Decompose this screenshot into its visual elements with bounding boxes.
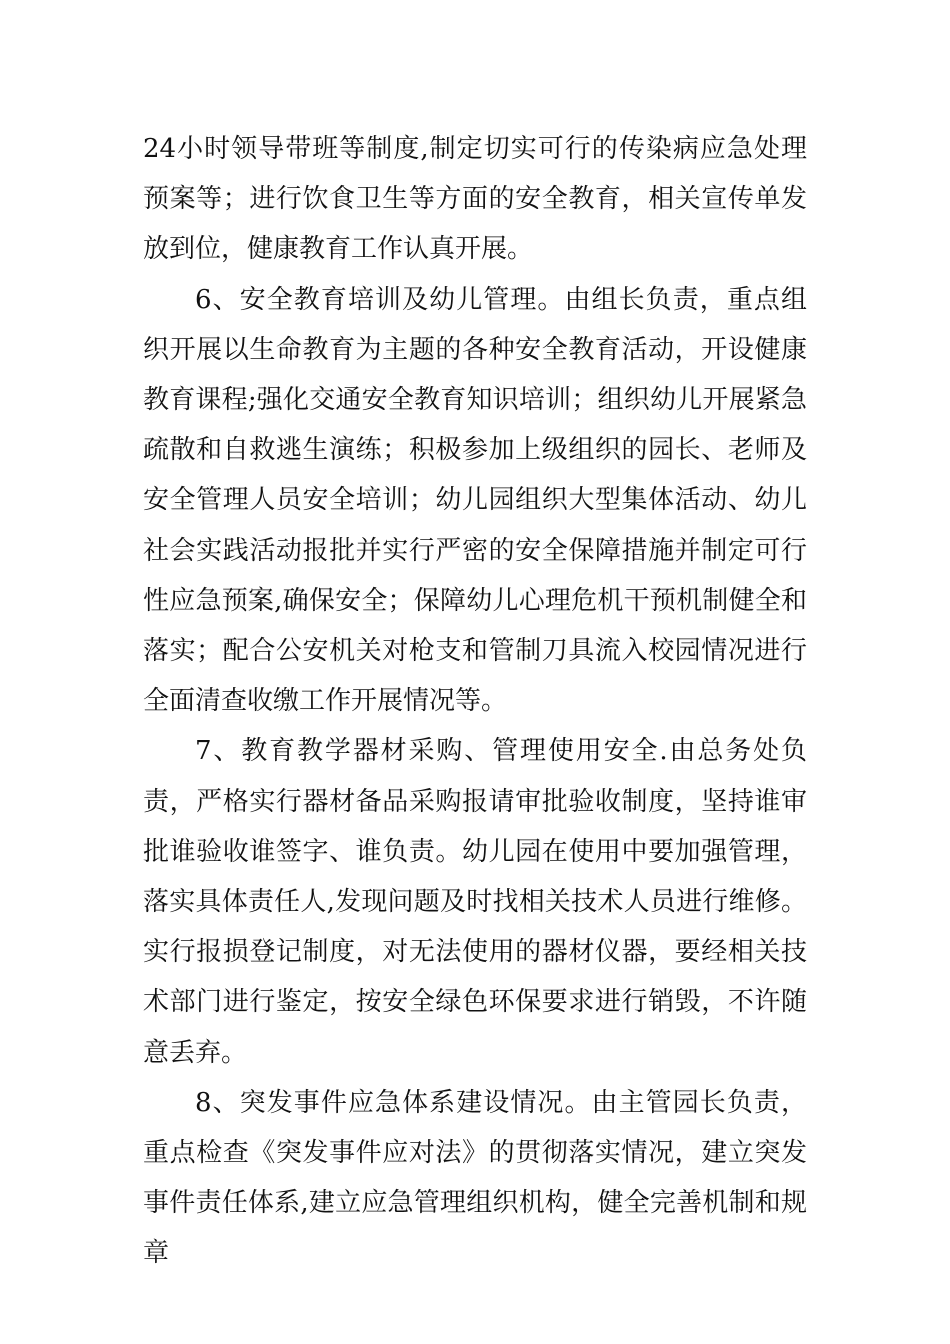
paragraph-item-7: 7、教育教学器材采购、管理使用安全.由总务处负责，严格实行器材备品采购报请审批验收制度，坚持谁审批谁验收谁签字、谁负责。幼儿园在使用中要加强管理，落实具体责任人,发现问题及时找相关技术人员进行维修。实行报损登记制度，对无法使用的器材仪器，要经相关技术部门进行鉴定，按安全绿色环保要求进行销毁，不许随意丢弃。 [143,736,807,1068]
paragraph-continuation: 24小时领导带班等制度,制定切实可行的传染病应急处理预案等；进行饮食卫生等方面的安全教育，相关宣传单发放到位，健康教育工作认真开展。 [143,134,807,265]
document-body [143,124,807,1279]
paragraph-item-8: 8、突发事件应急体系建设情况。由主管园长负责，重点检查《突发事件应对法》的贯彻落实情况，建立突发事件责任体系,建立应急管理组织机构，健全完善机制和规章 [143,1087,807,1269]
paragraph-item-6: 6、安全教育培训及幼儿管理。由组长负责，重点组织开展以生命教育为主题的各种安全教育活动，开设健康教育课程;强化交通安全教育知识培训；组织幼儿开展紧急疏散和自救逃生演练；积极参加上级组织的园长、老师及安全管理人员安全培训；幼儿园组织大型集体活动、幼儿社会实践活动报批并实行严密的安全保障措施并制定可行性应急预案,确保安全；保障幼儿心理危机干预机制健全和落实；配合公安机关对枪支和管制刀具流入校园情况进行全面清查收缴工作开展情况等。 [143,284,807,717]
